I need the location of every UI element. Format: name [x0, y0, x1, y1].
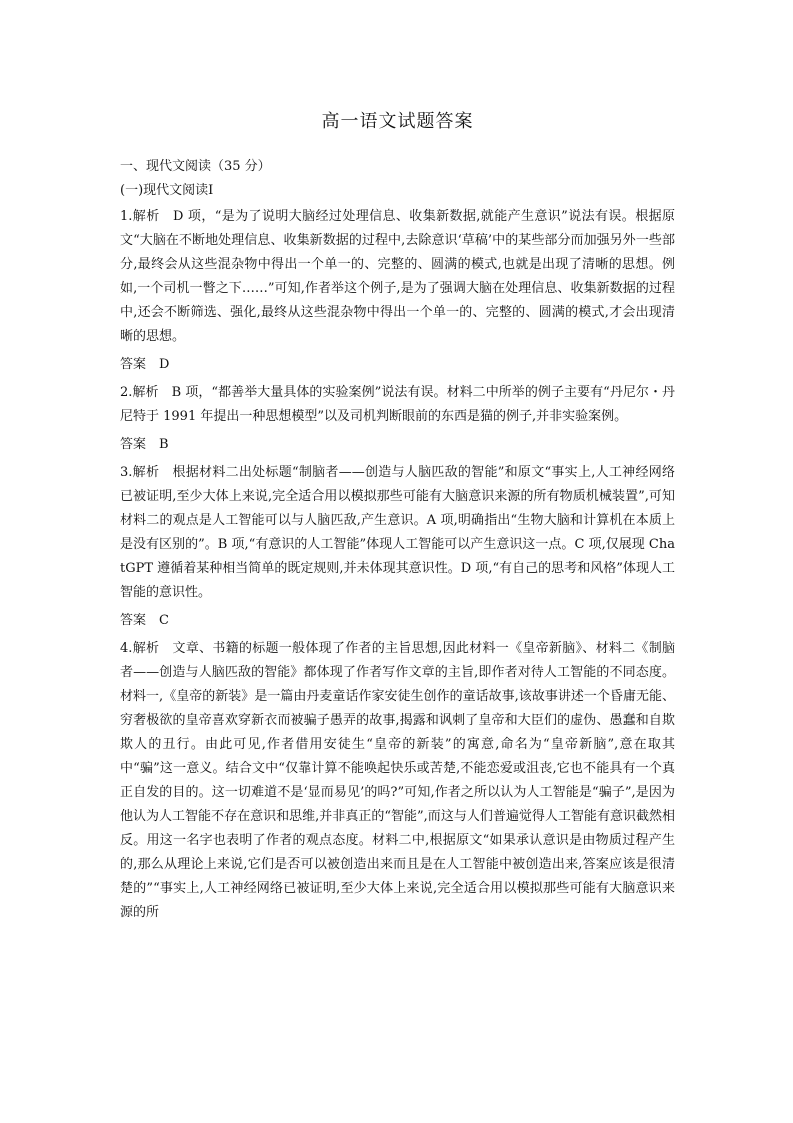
page-title: 高一语文试题答案 — [321, 111, 474, 132]
q4-analysis: 4.解析 文章、书籍的标题一般体现了作者的主旨思想,因此材料一《皇帝新脑》、材料二《制脑者——创造与人脑匹敌的智能》都体现了作者写作文章的主旨,即作者对待人工智能的不同态度。材料一,《皇帝的新装》是一篇由丹麦童话作家安徒生创作的童话故事,该故事讲述一个昏庸无能、穷奢极欲的皇帝喜欢穿新衣而被骗子愚弄的故事,揭露和讽刺了皇帝和大臣们的虚伪、愚蠢和自欺欺人的丑行。由此可见,作者借用安徒生“皇帝的新装”的寓意,命名为“皇帝新脑”,意在取其中“骗”这一意义。结合文中“仅靠计算不能唤起快乐或苦楚,不能恋爱或沮丧,它也不能具有一个真正自发的目的。这一切难道不是‘显而易见’的吗?”可知,作者之所以认为人工智能是“骗子”,是因为他认为人工智能不存在意识和思维,并非真正的“智能”,而这与人们普遍觉得人工智能有意识截然相反。用这一名字也表明了作者的观点态度。材料二中,根据原文“如果承认意识是由物质过程产生的,那么从理论上来说,它们是否可以被创造出来而且是在人工智能中被创造出来,答案应该是很清楚的”“事实上,人工神经网络已被证明,至少大体上来说,完全适合用以模拟那些可能有大脑意识来源的所 — [120, 641, 675, 920]
subsection-heading: (一)现代文阅读Ⅰ — [120, 183, 214, 198]
q2-answer: 答案 B — [120, 437, 169, 452]
q2-analysis: 2.解析 B 项，“都善举大量具体的实验案例”说法有误。材料二中所举的例子主要有“丹尼尔・丹尼特于 1991 年提出一种思想模型”以及司机判断眼前的东西是猫的例子,并非实验案例。 — [120, 385, 675, 424]
section-heading: 一、现代文阅读（35 分） — [120, 159, 271, 174]
q3-answer: 答案 C — [120, 613, 169, 628]
q3-analysis: 3.解析 根据材料二出处标题“制脑者——创造与人脑匹敌的智能”和原文“事实上,人工神经网络已被证明,至少大体上来说,完全适合用以模拟那些可能有大脑意识来源的所有物质机械装置”,可知材料二的观点是人工智能可以与人脑匹敌,产生意识。A 项,明确指出“生物大脑和计算机在本质上是没有区别的”。B 项,“有意识的人工智能”体现人工智能可以产生意识这一点。C 项,仅展现 ChatGPT 遵循着某种相当简单的既定规则,并未体现其意识性。D 项,“有自己的思考和风格”体现人工智能的意识性。 — [120, 465, 675, 600]
q1-analysis: 1.解析 D 项，“是为了说明大脑经过处理信息、收集新数据,就能产生意识”说法有误。根据原文“大脑在不断地处理信息、收集新数据的过程中,去除意识‘草稿’中的某些部分而加强另外一些部分,最终会从这些混杂物中得出一个单一的、完整的、圆满的模式,也就是出现了清晰的思想。例如,一个司机一瞥之下……”可知,作者举这个例子,是为了强调大脑在处理信息、收集新数据的过程中,还会不断筛选、强化,最终从这些混杂物中得出一个单一的、完整的、圆满的模式,才会出现清晰的思想。 — [120, 209, 675, 344]
q1-answer: 答案 D — [120, 357, 170, 372]
